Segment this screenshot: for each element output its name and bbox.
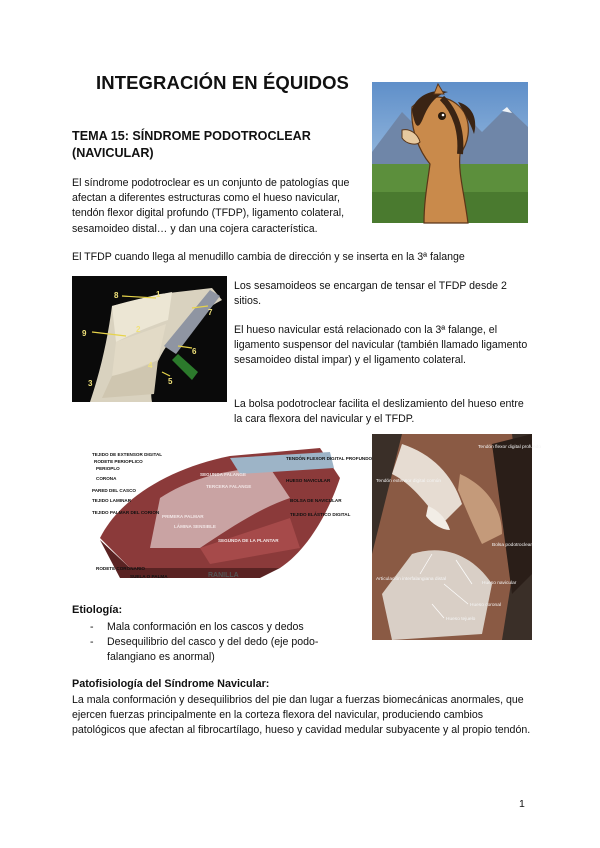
etiologia-item <box>90 635 350 665</box>
dissection-label: RODETE PERIOPLICO <box>94 459 143 464</box>
hoof-label: 8 <box>114 291 119 300</box>
hoof-label: 7 <box>208 308 213 317</box>
photo-label: Tendón flexor digital profundo <box>478 445 541 450</box>
hoof-section-photo <box>372 434 541 640</box>
hoof-label: 5 <box>168 377 173 386</box>
hoof-label: 2 <box>136 325 141 334</box>
hoof-label: 1 <box>156 290 161 299</box>
bursa-paragraph: La bolsa podotroclear facilita el deslizamiento del hueso entre la cara flexora del navicular y el TFDP. <box>234 398 524 426</box>
intro-paragraph: El síndrome podotroclear es un conjunto de patologías que afectan a diferentes estructuras como el hueso navicular, tendón flexor digital profundo (TFDP), ligamento colateral, sesamoideo distal… y dan una cojera característica. <box>72 177 350 235</box>
dissection-label: TEJIDO DE EXTENSOR DIGITAL <box>92 452 163 457</box>
dissection-label: SEGUNDA DE LA PLANTAR <box>218 538 279 543</box>
tfdp-paragraph: El TFDP cuando llega al menudillo cambia de dirección y se inserta en la 3ª falange <box>72 251 465 263</box>
hoof-label: 3 <box>88 379 93 388</box>
hoof-label: 9 <box>82 329 87 338</box>
dissection-label: BOLSA DE NAVICULAR <box>290 498 342 503</box>
sesamoid-paragraph: Los sesamoideos se encargan de tensar el TFDP desde 2 sitios. <box>234 280 507 308</box>
hoof-dissection-image <box>90 438 373 586</box>
photo-label: Hueso coronal <box>470 603 501 608</box>
dissection-label: LÁMINA SENSIBLE <box>174 524 216 529</box>
dissection-label: SEGUNDA FALANGE <box>200 472 247 477</box>
photo-label: Hueso tejuelo <box>446 617 476 622</box>
dissection-label: TEJIDO ELÁSTICO DIGITAL <box>290 512 351 517</box>
patofisiologia-heading: Patofisiología del Síndrome Navicular: <box>72 678 270 690</box>
dissection-label: RANILLA <box>208 572 239 579</box>
dissection-label: PRIMERA PALMAR <box>162 514 204 519</box>
dissection-label: CORONA <box>96 476 117 481</box>
etiologia-item-text: Desequilibrio del casco y del dedo (eje podo-falangiano es anormal) <box>107 636 319 664</box>
bullet-dash: - <box>90 636 94 648</box>
etiologia-heading: Etiología: <box>72 604 123 616</box>
dissection-label: SUELA O PALMA <box>130 574 168 579</box>
page-number: 1 <box>519 798 525 810</box>
dissection-label: PERIOPLO <box>96 466 120 471</box>
document-title: INTEGRACIÓN EN ÉQUIDOS <box>96 72 349 93</box>
dissection-label: TEJIDO PALMAR DEL CORION <box>92 510 160 515</box>
photo-label: Bolsa podotroclear <box>492 543 532 548</box>
photo-label: Hueso navicular <box>482 581 517 586</box>
horse-illustration <box>372 82 528 223</box>
photo-label: Articulación interfalangiana distal <box>376 577 447 582</box>
hoof-anatomy-illustration <box>72 276 227 402</box>
navicular-paragraph: El hueso navicular está relacionado con la 3ª falange, el ligamento suspensor del navicular (también llamado ligamento sesamoideo distal impar) y el ligamento colateral. <box>234 324 528 367</box>
hoof-anatomy-image <box>72 276 227 402</box>
horse-image <box>372 82 528 223</box>
dissection-label: TENDÓN FLEXOR DIGITAL PROFUNDO <box>286 456 373 461</box>
dissection-label: HUESO NAVICULAR <box>286 478 331 483</box>
dissection-label: TERCERA FALANGE <box>206 484 252 489</box>
dissection-label: PARED DEL CASCO <box>92 488 136 493</box>
section-heading: TEMA 15: SÍNDROME PODOTROCLEAR (NAVICULAR) <box>72 129 311 160</box>
patofisiologia-paragraph: La mala conformación y desequilibrios del pie dan lugar a fuerzas biomecánicas anormales, que ejercen fuerzas principalmente en la corteza flexora del navicular, produciendo cambios patológicos que afectan al fibrocartílago, hueso y cavidad medular subyacente y al propio tendón. <box>72 694 531 737</box>
hoof-section-image <box>372 434 541 640</box>
dissection-label: TEJIDO LAMINAR <box>92 498 132 503</box>
dissection-label: RODETE CORONARIO <box>96 566 146 571</box>
hoof-label: 6 <box>192 347 197 356</box>
bullet-dash: - <box>90 621 94 633</box>
hoof-label: 4 <box>148 361 153 370</box>
etiologia-item-text: Mala conformación en los cascos y dedos <box>107 621 304 633</box>
photo-label: Tendón extensor digital común <box>376 479 442 484</box>
etiologia-item <box>90 620 350 635</box>
hoof-dissection-diagram <box>90 438 373 586</box>
